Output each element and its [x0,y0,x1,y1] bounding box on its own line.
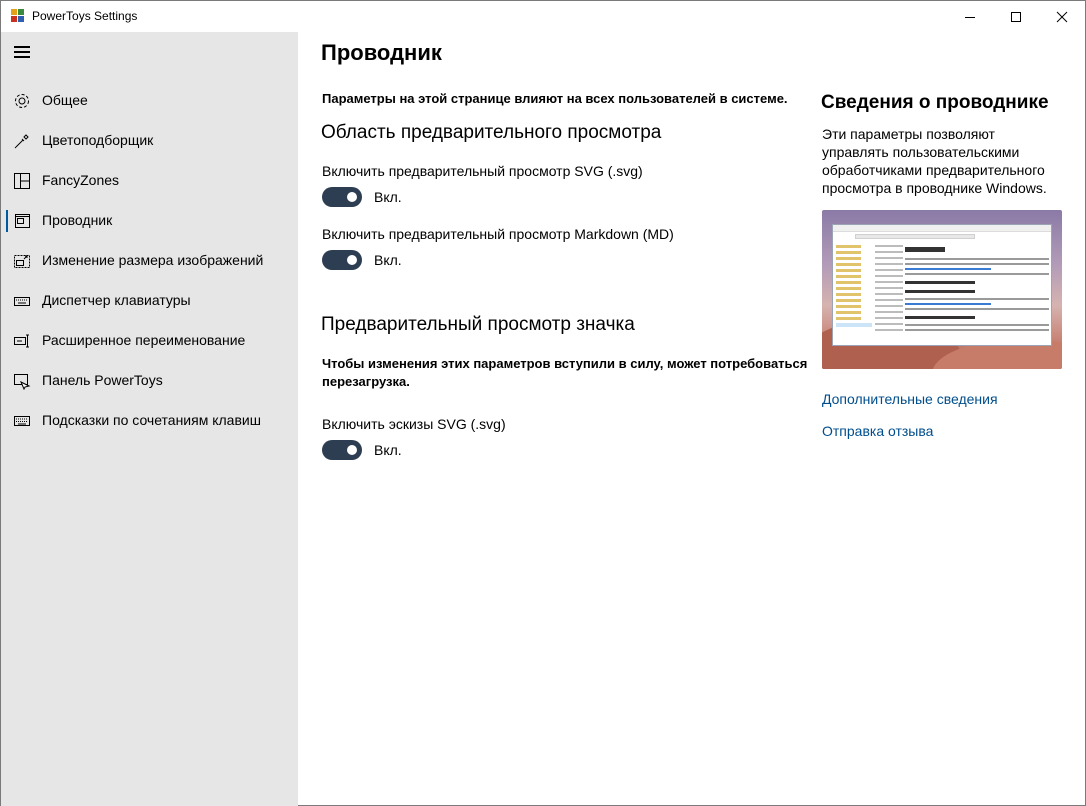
powertoys-logo-icon [11,9,25,23]
window-title: PowerToys Settings [32,9,138,23]
svg-preview-toggle[interactable] [322,187,362,207]
svg-thumbnail-state: Вкл. [374,442,402,458]
sidebar-item-keyboard-manager[interactable] [1,281,298,321]
feedback-link[interactable]: Отправка отзыва [822,423,934,439]
keyboard-icon [13,292,31,310]
page-title: Проводник [321,40,442,65]
about-description: Эти параметры позволяют управлять пользовательскими обработчиками предварительного просмотра в проводнике Windows. [822,126,1047,196]
svg-thumbnail-label: Включить эскизы SVG (.svg) [322,416,506,432]
main-content [298,32,1085,806]
navigation-sidebar [1,32,298,806]
sidebar-item-label: Панель PowerToys [42,372,163,388]
sidebar-item-label: Расширенное переименование [42,332,246,348]
minimize-button[interactable] [947,1,993,32]
sidebar-item-label: Цветоподборщик [42,132,154,148]
all-users-notice: Параметры на этой странице влияют на всех пользователей в системе. [322,91,788,106]
markdown-preview-state: Вкл. [374,252,402,268]
run-icon [13,372,31,390]
rename-icon [13,332,31,350]
sidebar-item-label: Подсказки по сочетаниям клавиш [42,412,261,428]
sidebar-item-image-resizer[interactable] [1,241,298,281]
restart-notice: Чтобы изменения этих параметров вступили в силу, может потребоваться перезагрузка. [322,356,808,389]
close-icon [1056,11,1068,23]
sidebar-item-label: Диспетчер клавиатуры [42,292,191,308]
shortcut-guide-icon [13,412,31,430]
minimize-icon [964,11,976,23]
file-explorer-icon [13,212,31,230]
image-resize-icon [13,252,31,270]
svg-preview-label: Включить предварительный просмотр SVG (.svg) [322,163,643,179]
maximize-button[interactable] [993,1,1039,32]
sidebar-item-power-rename[interactable] [1,321,298,361]
about-heading: Сведения о проводнике [821,92,1049,113]
sidebar-item-fancyzones[interactable] [1,161,298,201]
preview-pane-heading: Область предварительного просмотра [321,122,662,143]
sidebar-item-label: Изменение размера изображений [42,252,264,268]
sidebar-item-label: FancyZones [42,172,120,188]
sidebar-item-label: Проводник [42,212,113,228]
zones-icon [13,172,31,190]
sidebar-item-label: Общее [42,92,88,108]
icon-preview-heading: Предварительный просмотр значка [321,314,635,335]
sidebar-item-shortcut-guide[interactable] [1,401,298,441]
maximize-icon [1010,11,1022,23]
hamburger-menu-icon[interactable] [14,46,30,58]
gear-icon [13,92,31,110]
learn-more-link[interactable]: Дополнительные сведения [822,391,998,407]
sidebar-item-general[interactable] [1,81,298,121]
markdown-preview-toggle[interactable] [322,250,362,270]
svg-preview-state: Вкл. [374,189,402,205]
sidebar-item-file-explorer[interactable] [1,201,298,241]
close-button[interactable] [1039,1,1085,32]
sidebar-item-color-picker[interactable] [1,121,298,161]
title-bar [1,1,1085,32]
eyedropper-icon [13,132,31,150]
file-explorer-preview-image [822,210,1062,369]
svg-thumbnail-toggle[interactable] [322,440,362,460]
markdown-preview-label: Включить предварительный просмотр Markdown (MD) [322,226,674,242]
sidebar-item-powertoys-run[interactable] [1,361,298,401]
